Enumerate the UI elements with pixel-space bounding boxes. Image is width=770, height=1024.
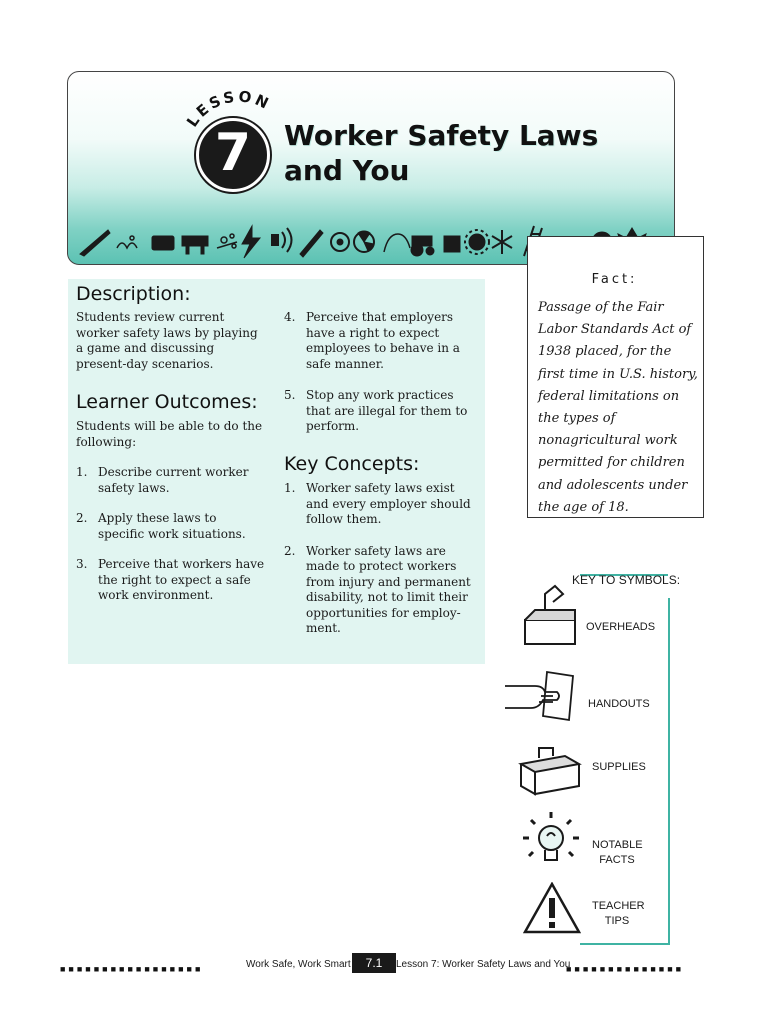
page-title xyxy=(284,118,644,188)
page-footer xyxy=(60,957,710,977)
title-line-2: and You xyxy=(284,154,410,187)
box-icon xyxy=(444,236,460,252)
outcomes-list-col1 xyxy=(76,465,266,604)
list-item: 2. Worker safety laws are made to protect workers from injury and permanent disability, not to limit their opportunities for employ-ment. xyxy=(284,543,471,635)
sparkle-icon xyxy=(117,236,137,248)
footer-dots-right: ■■■■■■■■■■■■■■ xyxy=(566,964,685,974)
grill-icon xyxy=(152,236,174,250)
title-line-1: Worker Safety Laws xyxy=(284,119,599,152)
spray-icon xyxy=(217,234,237,248)
list-item: 4. Perceive that employers have a right to expect employees to behave in a safe manner. xyxy=(284,310,460,371)
key-label-supplies: SUPPLIES xyxy=(592,761,646,773)
description-heading: Description: xyxy=(76,283,191,305)
lightbulb-icon xyxy=(517,808,585,874)
sound-icon xyxy=(272,228,292,252)
learner-outcomes-intro: Students will be able to do the following: xyxy=(76,419,263,449)
key-title: KEY TO SYMBOLS: xyxy=(572,573,681,587)
key-concepts-list xyxy=(284,481,480,637)
learner-outcomes-heading: Learner Outcomes: xyxy=(76,391,258,413)
handout-icon xyxy=(505,664,580,724)
lesson-number-badge xyxy=(196,118,270,192)
overhead-projector-icon xyxy=(515,582,585,652)
outcomes-list-col2 xyxy=(284,310,480,435)
knife-icon xyxy=(80,230,110,256)
lesson-word: LESSON xyxy=(183,87,274,131)
hand-icon xyxy=(384,234,410,252)
fact-title: Fact: xyxy=(591,272,638,287)
key-bottom-rule xyxy=(580,943,670,945)
key-label-overheads: OVERHEADS xyxy=(586,621,656,633)
lightning-icon xyxy=(242,226,260,258)
list-item: 2. Apply these laws to specific work situations. xyxy=(76,511,246,541)
fact-text: Passage of the Fair Labor Standards Act of 1938 placed, for the first time in U.S. history, federal limitations on the types of nonagricultural work permitted for children and adolescents under the age of 18. xyxy=(538,300,698,515)
list-item: 1. Worker safety laws exist and every employer should follow them. xyxy=(284,481,471,526)
key-label-teacher-tips: TEACHER TIPS xyxy=(592,900,645,927)
key-label-notable-facts: NOTABLE FACTS xyxy=(592,839,643,866)
key-side-rule xyxy=(668,598,670,944)
warning-icon xyxy=(523,882,581,934)
footer-dots-left: ■■■■■■■■■■■■■■■■■ xyxy=(60,964,204,974)
snowflake-icon xyxy=(492,230,512,254)
radiation-icon xyxy=(354,231,374,252)
page-number: 7.1 xyxy=(352,953,396,973)
footer-left-text: Work Safe, Work Smart xyxy=(246,959,351,970)
lesson-number: 7 xyxy=(214,123,252,183)
cow-icon xyxy=(182,236,208,254)
tractor-icon xyxy=(411,236,434,256)
toolbox-icon xyxy=(515,740,585,798)
syringe-icon xyxy=(300,230,323,257)
list-item: 5. Stop any work practices that are illegal for them to perform. xyxy=(284,388,468,433)
key-label-handouts: HANDOUTS xyxy=(588,698,650,710)
list-item: 1. Describe current worker safety laws. xyxy=(76,465,249,495)
list-item: 3. Perceive that workers have the right to expect a safe work environment. xyxy=(76,557,265,602)
biohazard-icon xyxy=(331,233,349,251)
footer-right-text: Lesson 7: Worker Safety Laws and You xyxy=(396,959,571,970)
sun-icon xyxy=(465,230,489,254)
description-text: Students review current worker safety laws by playing a game and discussing present-day scenarios. xyxy=(76,310,258,371)
key-concepts-heading: Key Concepts: xyxy=(284,453,420,475)
